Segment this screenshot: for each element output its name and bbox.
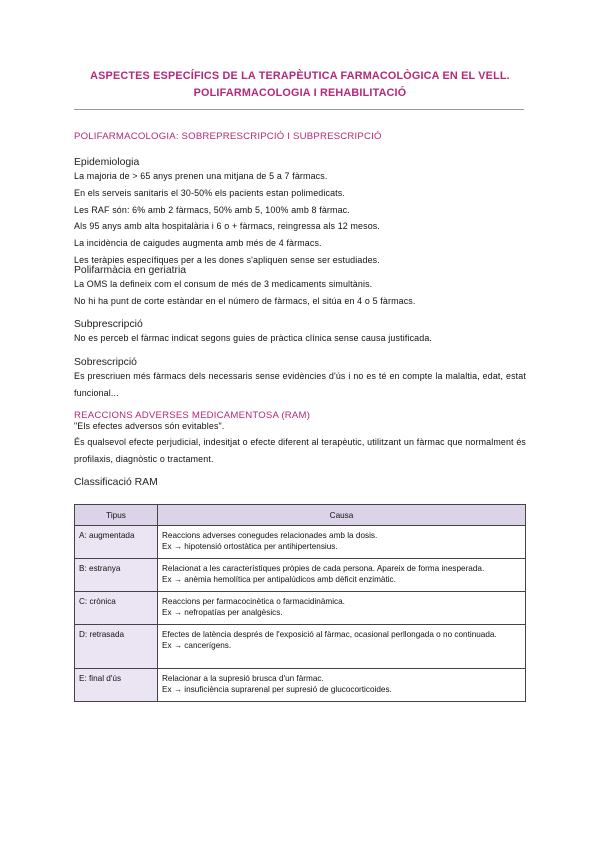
causa-line: Relacionat a les característiques pròpies de cada persona. Apareix de forma inesperada. [162,564,485,573]
heading-subprescripcio: Subprescripció [74,319,143,330]
causa-line: Efectes de latència després de l'exposició al fàrmac, ocasional perllongada o no continuada. [162,630,497,639]
polifarmacia-line: No hi ha punt de corte estàndar en el número de fàrmacs, el sitúa en 4 o 5 fàrmacs. [74,295,416,306]
heading-sobrescripcio: Sobrescripció [74,357,137,368]
ram-definition: És qualsevol efecte perjudicial, indesitjat o efecte diferent al terapèutic, utilitzant un fàrmac que normalment és profilaxis, diagnòstic o tractament. [74,437,526,464]
title-divider [74,109,524,110]
table-row [75,592,526,625]
table-cell-tipus: C: crònica [75,592,158,625]
table-cell-causa [158,526,526,559]
polifarmacia-line: La OMS la defineix com el consum de més de 3 medicaments simultànis. [74,279,373,289]
table-header-row [75,505,526,526]
table-cell-tipus: A: augmentada [75,526,158,559]
section-heading-ram: REACCIONS ADVERSES MEDICAMENTOSA (RAM) [74,410,311,421]
causa-example: Ex → insuficiència suprarenal per supresió de glucocorticoides. [162,685,392,694]
causa-example: Ex → hipotensió ortostàtica per antihipertensius. [162,542,338,551]
sobrescripcio-text: Es prescriuen més fàrmacs dels necessaris sense evidències d'ús i no es té en compte la malaltia, edat, estat funcional... [74,371,526,398]
table-cell-causa [158,625,526,669]
ram-classification-table [74,504,526,702]
causa-line: Reaccions per farmacocinètica o farmacidinàmica. [162,597,345,606]
epidemiologia-line: En els serveis sanitaris el 30-50% els pacients estan polimedicats. [74,187,346,198]
epidemiologia-text [74,168,526,269]
subprescripcio-line: No es perceb el fàrmac indicat segons guies de pràctica clínica sense causa justificada. [74,333,433,343]
table-cell-tipus: D: retrasada [75,625,158,669]
epidemiologia-line: Les RAF són: 6% amb 2 fàrmacs, 50% amb 5, 100% amb 8 fàrmac. [74,204,350,215]
causa-line: Relacionar a la supresió brusca d'un fàrmac. [162,674,324,683]
title-line-2: POLIFARMACOLOGIA I REHABILITACIÓ [193,87,407,99]
ram-quote [74,418,526,435]
table-row [75,526,526,559]
table-row [75,669,526,702]
table-row [75,559,526,592]
causa-example: Ex → cancerígens. [162,641,232,650]
heading-polifarmacia: Polifarmàcia en geriatria [74,265,187,276]
table-cell-tipus: B: estranya [75,559,158,592]
polifarmacia-text [74,276,526,310]
causa-example: Ex → anèmia hemolítica per antipalúdicos amb dèficit enzimàtic. [162,575,396,584]
subprescripcio-text [74,330,526,347]
heading-epidemiologia: Epidemiologia [74,157,140,168]
document-title [60,68,540,102]
causa-example: Ex → nefropatías per analgèsics. [162,608,283,617]
epidemiologia-line: Les teràpies específiques per a les dones s'apliquen sense ser estudiades. [74,254,380,265]
table-cell-causa [158,559,526,592]
table-header-causa: Causa [158,505,526,526]
section-heading-polifarmacologia: POLIFARMACOLOGIA: SOBREPRESCRIPCIÓ I SUBPRESCRIPCIÓ [74,131,382,142]
epidemiologia-line: Als 95 anys amb alta hospitalària i 6 o + fàrmacs, reingressa als 12 mesos. [74,221,380,232]
table-header-tipus: Tipus [75,505,158,526]
ram-quote-line: "Els efectes adversos són evitables". [74,421,225,431]
heading-classificacio-ram: Classificació RAM [74,477,158,488]
epidemiologia-line: La majoria de > 65 anys prenen una mitjana de 5 a 7 fàrmacs. [74,171,328,181]
table-cell-tipus: E: final d'ús [75,669,158,702]
causa-line: Reaccions adverses conegudes relacionades amb la dosis. [162,531,378,540]
table-row [75,625,526,669]
title-line-1: ASPECTES ESPECÍFICS DE LA TERAPÈUTICA FARMACOLÒGICA EN EL VELL. [90,70,510,82]
table-cell-causa [158,592,526,625]
epidemiologia-line: La incidència de caigudes augmenta amb més de 4 fàrmacs. [74,238,322,249]
table-cell-causa [158,669,526,702]
